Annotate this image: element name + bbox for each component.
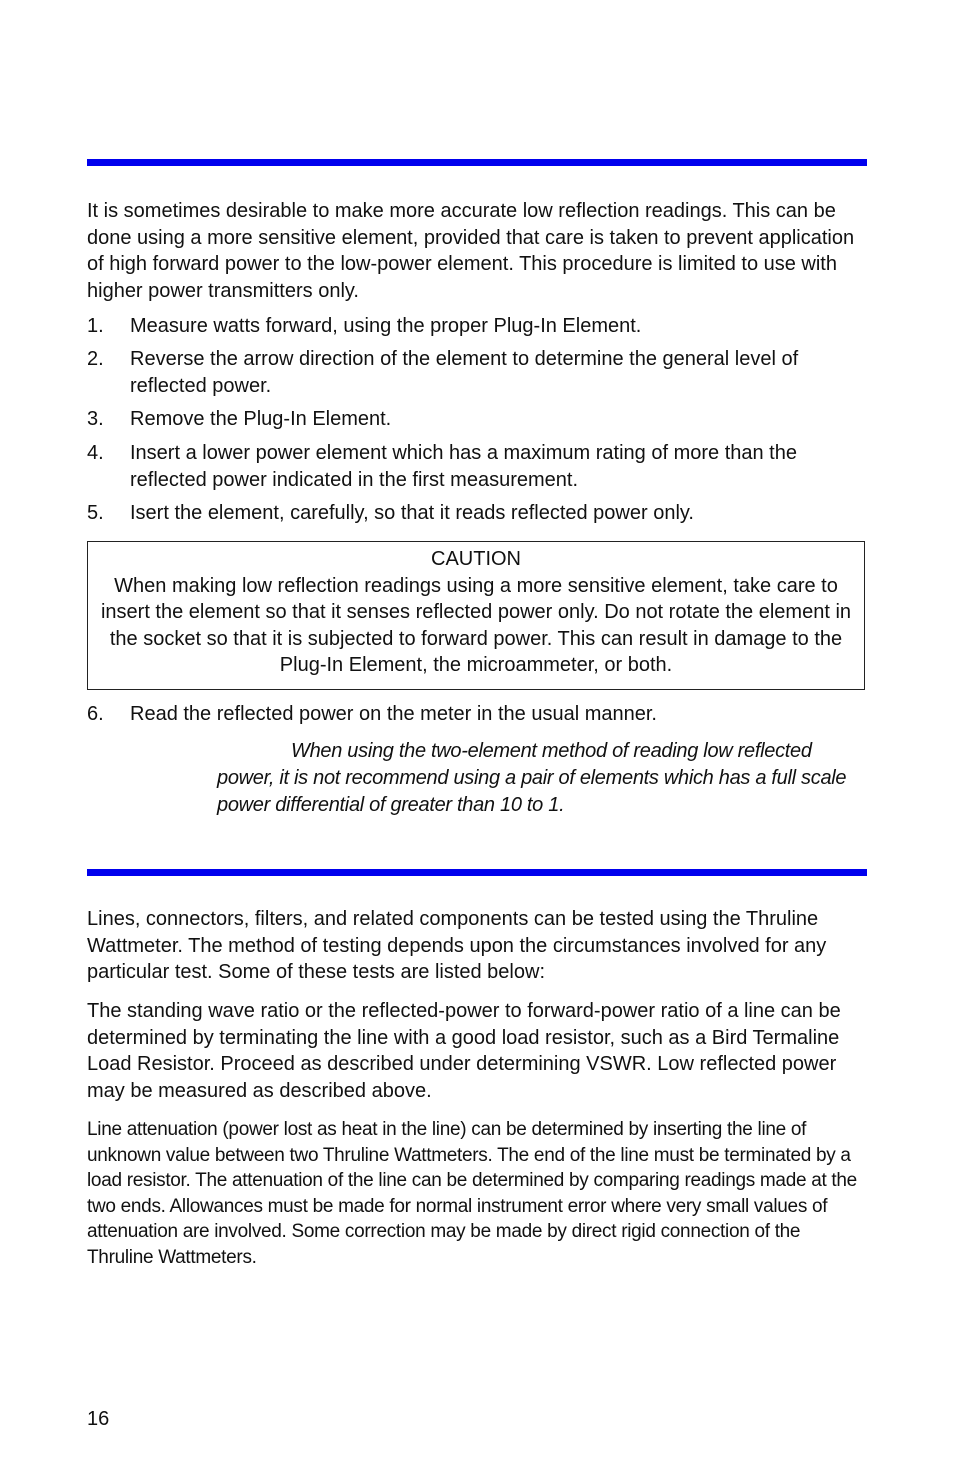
section2-intro: Lines, connectors, filters, and related components can be tested using the Thruline Wattmeter. The method of testing depends upon the circumstances involved for any particular test. Some of these tests are listed below: xyxy=(87,908,827,983)
list-item-number: 4. xyxy=(87,442,104,464)
list-item xyxy=(87,346,867,400)
list-item-number: 3. xyxy=(87,408,104,430)
list-item-text: Reverse the arrow direction of the element to determine the general level of reflected power. xyxy=(130,348,799,397)
note-text: When using the two-element method of reading low reflected power, it is not recommend using a pair of elements which has a full scale power differential of greater than 10 to 1. xyxy=(217,740,847,816)
list-item xyxy=(87,440,867,494)
caution-text: When making low reflection readings using a more sensitive element, take care to insert the element so that it senses reflected power only. Do not rotate the element in the socket so that it is subjected to forward power. This can result in damage to the Plug-In Element, the microammeter, or both. xyxy=(100,574,852,676)
caution-heading: CAUTION xyxy=(431,548,521,570)
list-item-text: Measure watts forward, using the proper Plug-In Element. xyxy=(130,315,642,337)
list-item-text: Read the reflected power on the meter in the usual manner. xyxy=(130,703,657,725)
list-item-text: Remove the Plug-In Element. xyxy=(130,408,392,430)
section2-attenuation-paragraph: Line attenuation (power lost as heat in the line) can be determined by inserting the line of unknown value between two Thruline Wattmeters. The end of the line must be terminated by a load resistor. The attenuation of the line can be determined by comparing readings made at the two ends. Allowances must be made for normal instrument error where very small values of attenuation are involved. Some correction may be made by direct rigid connection of the Thruline Wattmeters. xyxy=(87,1119,857,1268)
section2-swr-paragraph: The standing wave ratio or the reflected-power to forward-power ratio of a line can be determined by terminating the line with a good load resistor, such as a Bird Termaline Load Resistor. Proceed as described under determining VSWR. Low reflected power may be measured as described above. xyxy=(87,1000,841,1102)
section-rule-middle xyxy=(87,869,867,876)
section-rule-top xyxy=(87,159,867,166)
list-item-number: 2. xyxy=(87,348,104,370)
list-item xyxy=(87,701,867,728)
list-item-number: 5. xyxy=(87,502,104,524)
list-item xyxy=(87,406,867,433)
list-item-number: 1. xyxy=(87,315,104,337)
list-item-text: Insert a lower power element which has a maximum rating of more than the reflected power indicated in the first measurement. xyxy=(130,442,797,491)
list-item-text: Isert the element, carefully, so that it reads reflected power only. xyxy=(130,502,694,524)
list-item-number: 6. xyxy=(87,703,104,725)
list-item xyxy=(87,313,867,340)
section1-intro: It is sometimes desirable to make more accurate low reflection readings. This can be done using a more sensitive element, provided that care is taken to prevent application of high forward power to the low-power element. This procedure is limited to use with higher power transmitters only. xyxy=(87,200,855,302)
caution-box xyxy=(87,541,865,690)
page-number: 16 xyxy=(87,1408,110,1430)
list-item xyxy=(87,500,867,527)
